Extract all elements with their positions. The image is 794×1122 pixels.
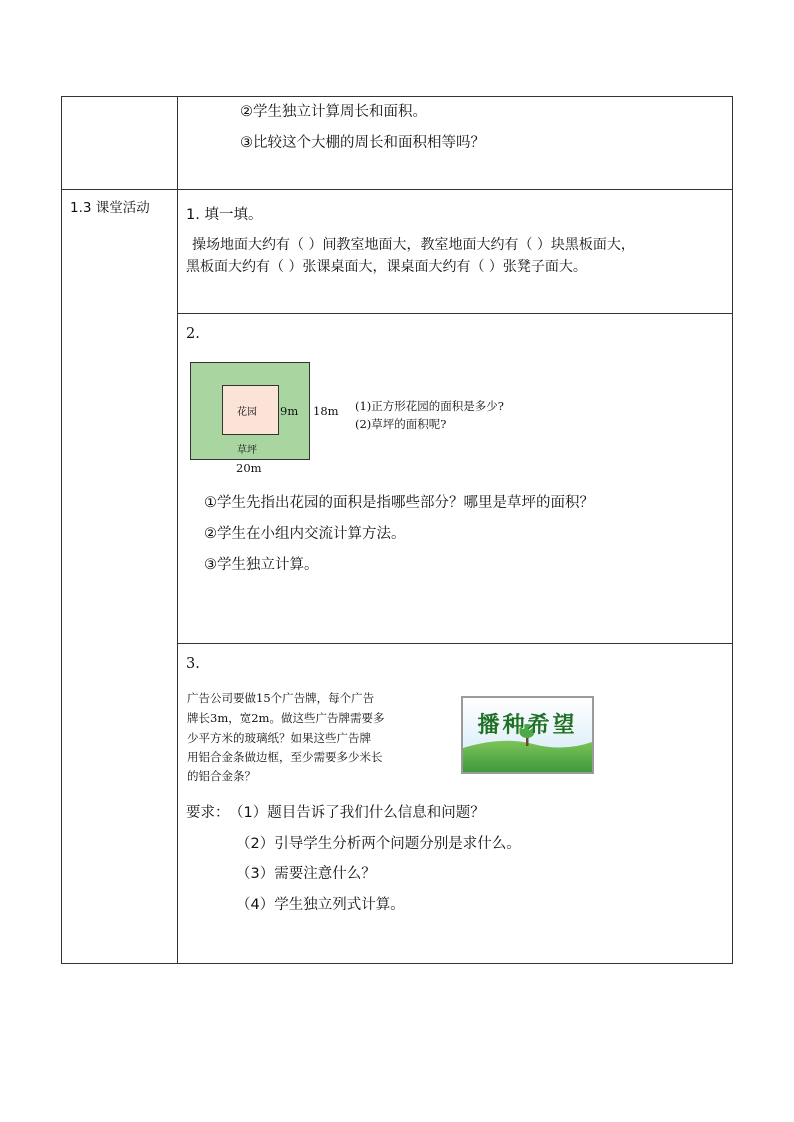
- act1-title: 1. 填一填。: [186, 207, 263, 223]
- problem-line-2: 牌长3m，宽2m。做这些广告牌需要多: [187, 711, 385, 725]
- requirements-label: 要求：: [186, 805, 230, 821]
- requirement-2: （2）引导学生分析两个问题分别是求什么。: [236, 836, 521, 852]
- act2-step-3: ③学生独立计算。: [204, 557, 319, 573]
- act2-step-2: ②学生在小组内交流计算方法。: [204, 526, 406, 542]
- garden-label: 花园: [237, 407, 257, 418]
- requirement-4: （4）学生独立列式计算。: [236, 897, 405, 913]
- table-border-bottom: [61, 963, 733, 964]
- row-divider-2: [177, 313, 733, 314]
- act2-step-1: ①学生先指出花园的面积是指哪些部分？哪里是草坪的面积？: [204, 495, 594, 511]
- table-border-right: [732, 96, 733, 964]
- figure-question-2: (2)草坪的面积呢?: [355, 417, 447, 431]
- act1-text-line2: 黑板面大约有（ ）张课桌面大，课桌面大约有（ ）张凳子面大。: [186, 259, 587, 275]
- outer-side-label: 18m: [313, 404, 339, 418]
- row0-line1: ②学生独立计算周长和面积。: [240, 104, 427, 120]
- problem-line-5: 的铝合金条？: [187, 769, 256, 783]
- requirement-1: （1）题目告诉了我们什么信息和问题？: [229, 805, 485, 821]
- garden-side-label: 9m: [280, 404, 299, 418]
- act3-number: 3.: [186, 656, 200, 672]
- row-divider-3: [177, 643, 733, 644]
- row0-line2: ③比较这个大棚的周长和面积相等吗？: [240, 135, 485, 151]
- problem-line-1: 广告公司要做15个广告牌，每个广告: [187, 691, 375, 705]
- table-border-top: [61, 96, 733, 97]
- row-divider-1: [61, 189, 733, 190]
- billboard-text: 播种希望: [477, 713, 578, 738]
- act2-number: 2.: [186, 326, 200, 342]
- bottom-side-label: 20m: [236, 461, 262, 475]
- figure-question-1: (1)正方形花园的面积是多少?: [355, 399, 504, 413]
- lawn-label: 草坪: [237, 445, 257, 456]
- problem-line-4: 用铝合金条做边框，至少需要多少米长: [187, 750, 383, 764]
- act1-text-line1: 操场地面大约有（ ）间教室地面大，教室地面大约有（ ）块黑板面大，: [192, 237, 635, 253]
- requirement-3: （3）需要注意什么？: [236, 866, 376, 882]
- billboard-picture: [461, 696, 594, 774]
- table-border-left: [61, 96, 62, 964]
- column-divider: [177, 96, 178, 964]
- section-label: 1.3 课堂活动: [70, 200, 150, 216]
- problem-line-3: 少平方米的玻璃纸？如果这些广告牌: [187, 731, 371, 745]
